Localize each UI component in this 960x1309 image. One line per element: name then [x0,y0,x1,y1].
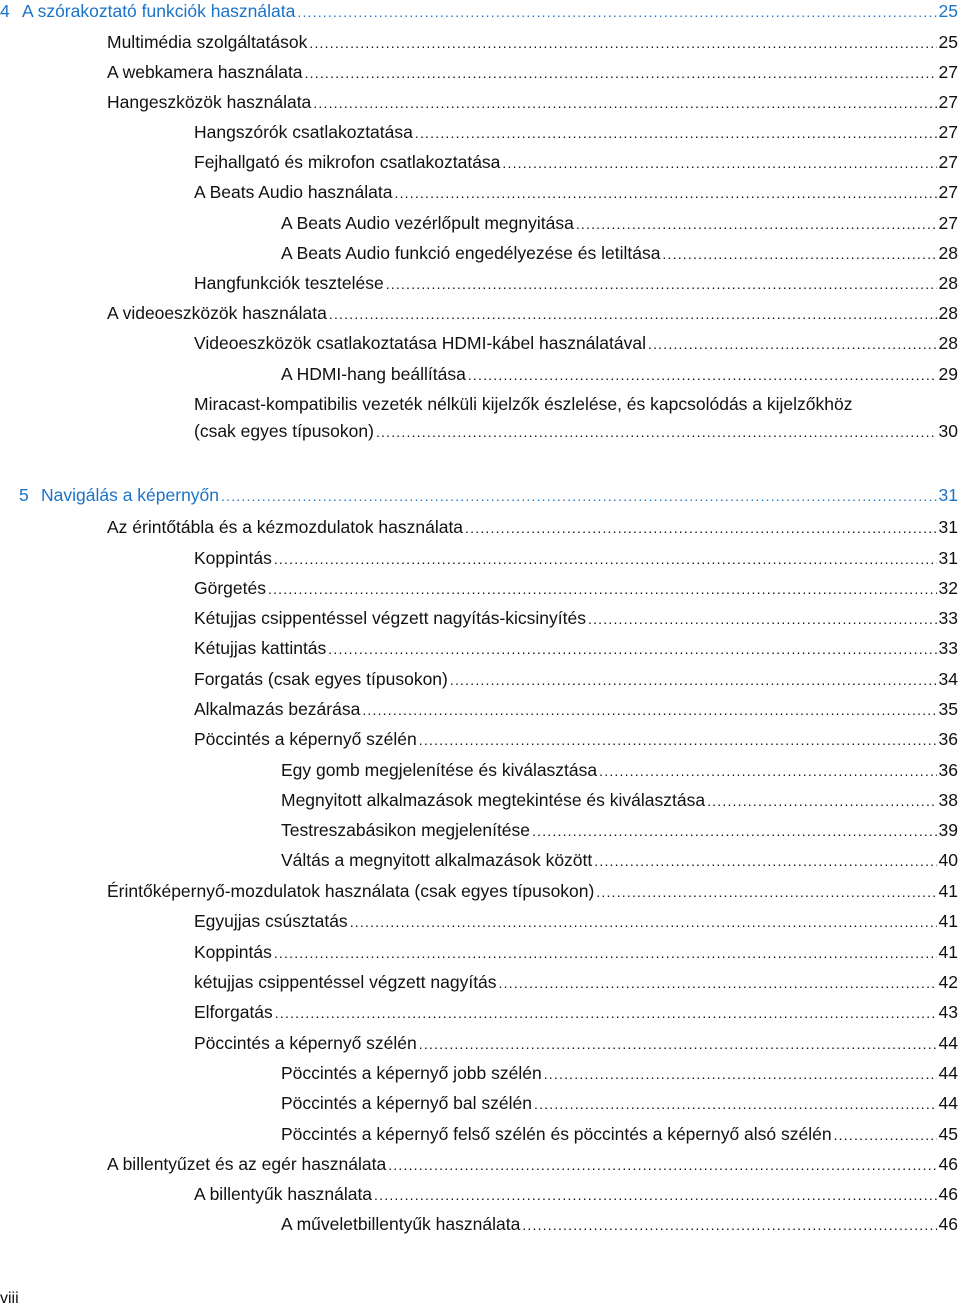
entry-title: A billentyűzet és az egér használata [107,1154,387,1174]
page-number: 41 [938,942,958,962]
entry-title: A Beats Audio használata [194,182,393,202]
page-number: 43 [938,1002,958,1022]
page-number: 27 [938,213,958,233]
toc-entry[interactable] [281,1123,958,1145]
dot-leader [502,152,936,174]
dot-leader [419,729,937,751]
page-number: 35 [938,699,958,719]
entry-title-continued: (csak egyes típusokon) [194,421,374,441]
page-number: 28 [938,273,958,293]
entry-title: Alkalmazás bezárása [194,699,361,719]
entry-title: A HDMI-hang beállítása [281,364,466,384]
page-number: 34 [938,669,958,689]
entry-title: A műveletbillentyűk használata [281,1214,521,1234]
page-number: 41 [938,881,958,901]
toc-entry[interactable] [281,819,958,841]
toc-entry[interactable] [194,1001,958,1023]
toc-entry[interactable] [107,31,958,53]
dot-leader [532,820,937,842]
entry-title: Megnyitott alkalmazások megtekintése és kiválasztása [281,790,706,810]
page-number: 33 [938,638,958,658]
toc-entry[interactable] [194,941,958,963]
entry-title: Hangszórók csatlakoztatása [194,122,413,142]
page-number: 25 [938,1,958,21]
dot-leader [544,1063,937,1085]
entry-title: Multimédia szolgáltatások [107,32,308,52]
toc-entry[interactable] [194,577,958,599]
dot-leader [450,669,937,691]
entry-title: Pöccintés a képernyő bal szélén [281,1093,532,1113]
toc-entry[interactable] [281,363,958,385]
entry-title: A billentyűk használata [194,1184,373,1204]
page-number: 31 [938,517,958,537]
toc-entry[interactable] [107,302,958,324]
entry-title: A webkamera használata [107,62,303,82]
dot-leader [419,1033,937,1055]
dot-leader [534,1093,937,1115]
dot-leader [386,273,937,295]
dot-leader [499,972,937,994]
entry-title: A Beats Audio vezérlőpult megnyitása [281,213,574,233]
entry-title: Egy gomb megjelenítése és kiválasztása [281,760,598,780]
page-number: 44 [938,1063,958,1083]
entry-title: Pöccintés a képernyő szélén [194,729,417,749]
dot-leader [468,364,937,386]
dot-leader [313,92,936,114]
page-number: 39 [938,820,958,840]
dot-leader [274,548,937,570]
toc-entry[interactable] [281,849,958,871]
page-number: 31 [938,548,958,568]
toc-entry[interactable] [281,1213,958,1235]
entry-title: Pöccintés a képernyő jobb szélén [281,1063,542,1083]
page-number: 27 [938,182,958,202]
page-number: 46 [938,1214,958,1234]
entry-title: Érintőképernyő-mozdulatok használata (csak egyes típusokon) [107,881,595,901]
toc-entry[interactable] [194,121,958,143]
toc-entry[interactable] [194,1032,958,1054]
dot-leader [221,485,937,507]
page-number: 36 [938,729,958,749]
entry-title: Testreszabásikon megjelenítése [281,820,531,840]
toc-entry[interactable] [194,607,958,629]
page-number: 45 [938,1124,958,1144]
entry-title: Pöccintés a képernyő szélén [194,1033,417,1053]
dot-leader [376,421,937,443]
entry-title: A videoeszközök használata [107,303,327,323]
dot-leader [275,1002,937,1024]
entry-title: Görgetés [194,578,266,598]
toc-chapter-4[interactable] [0,0,958,22]
page-number: 41 [938,911,958,931]
dot-leader [596,881,936,903]
entry-title: Kétujjas csippentéssel végzett nagyítás-kicsinyítés [194,608,586,628]
page-number: 27 [938,152,958,172]
page-number: 32 [938,578,958,598]
toc-entry[interactable] [194,272,958,294]
entry-title: kétujjas csippentéssel végzett nagyítás [194,972,497,992]
toc-entry[interactable] [194,728,958,750]
entry-title: Pöccintés a képernyő felső szélén és pöccintés a képernyő alsó szélén [281,1124,832,1144]
page-number: 40 [938,850,958,870]
page-number: 25 [938,32,958,52]
page-number: 28 [938,243,958,263]
page-number: 42 [938,972,958,992]
page-number: 36 [938,760,958,780]
page-number: 27 [938,92,958,112]
dot-leader [394,182,936,204]
entry-title: Hangfunkciók tesztelése [194,273,384,293]
toc-entry[interactable] [281,212,958,234]
toc-entry[interactable] [194,151,958,173]
dot-leader [309,32,936,54]
page-number: 46 [938,1184,958,1204]
toc-entry[interactable] [281,1062,958,1084]
dot-leader [374,1184,936,1206]
entry-title: Elforgatás [194,1002,273,1022]
toc-entry[interactable] [107,516,958,538]
toc-entry[interactable] [281,789,958,811]
entry-title: Forgatás (csak egyes típusokon) [194,669,448,689]
toc-entry[interactable] [194,698,958,720]
chapter-number: 4 [0,1,10,21]
dot-leader [522,1214,936,1236]
chapter-title: A szórakoztató funkciók használata [22,1,296,21]
page-number: 46 [938,1154,958,1174]
dot-leader [388,1154,936,1176]
page-number: 31 [938,485,958,505]
page-number: 28 [938,333,958,353]
dot-leader [305,62,937,84]
toc-entry[interactable] [194,547,958,569]
dot-leader [362,699,936,721]
entry-title: Váltás a megnyitott alkalmazások között [281,850,593,870]
page-number: 27 [938,62,958,82]
entry-title: Videoeszközök csatlakoztatása HDMI-kábel használatával [194,333,646,353]
page-number: 38 [938,790,958,810]
page-number: 33 [938,608,958,628]
dot-leader [594,850,936,872]
page-number: 27 [938,122,958,142]
toc-entry[interactable] [194,1183,958,1205]
dot-leader [576,213,937,235]
entry-title: Fejhallgató és mikrofon csatlakoztatása [194,152,501,172]
toc-entry[interactable] [194,637,958,659]
entry-title: Hangeszközök használata [107,92,312,112]
dot-leader [415,122,937,144]
entry-title: Kétujjas kattintás [194,638,327,658]
toc-entry[interactable] [107,61,958,83]
dot-leader [297,1,936,23]
toc-entry[interactable] [194,420,958,442]
toc-entry[interactable] [107,91,958,113]
toc-entry[interactable] [194,910,958,932]
entry-title: Koppintás [194,548,272,568]
toc-entry-first-line[interactable]: Miracast-kompatibilis vezeték nélküli kijelzők észlelése, és kapcsolódás a kijelzőkhöz [194,394,853,414]
toc-entry[interactable] [281,1092,958,1114]
dot-leader [588,608,937,630]
page-number: 29 [938,364,958,384]
dot-leader [274,942,937,964]
dot-leader [465,517,936,539]
dot-leader [707,790,936,812]
dot-leader [648,333,937,355]
toc-entry[interactable] [107,880,958,902]
entry-title: A Beats Audio funkció engedélyezése és letiltása [281,243,661,263]
chapter-number: 5 [19,485,29,505]
entry-title: Egyujjas csúsztatás [194,911,348,931]
toc-chapter-5[interactable] [19,484,958,506]
page-number: 28 [938,303,958,323]
dot-leader [662,243,936,265]
entry-title: Koppintás [194,942,272,962]
toc-entry[interactable] [281,242,958,264]
toc-entry[interactable] [107,1153,958,1175]
dot-leader [834,1124,937,1146]
dot-leader [268,578,937,600]
toc-entry[interactable] [194,181,958,203]
page-footer-number: viii [0,1290,19,1307]
entry-title: Az érintőtábla és a kézmozdulatok használata [107,517,464,537]
dot-leader [329,303,937,325]
toc-entry[interactable] [281,759,958,781]
chapter-title: Navigálás a képernyőn [41,485,220,505]
toc-entry[interactable] [194,332,958,354]
page-number: 44 [938,1093,958,1113]
dot-leader [350,911,937,933]
dot-leader [328,638,936,660]
toc-entry[interactable] [194,971,958,993]
page-number: 44 [938,1033,958,1053]
toc-entry[interactable] [194,668,958,690]
dot-leader [599,760,936,782]
page-number: 30 [938,421,958,441]
